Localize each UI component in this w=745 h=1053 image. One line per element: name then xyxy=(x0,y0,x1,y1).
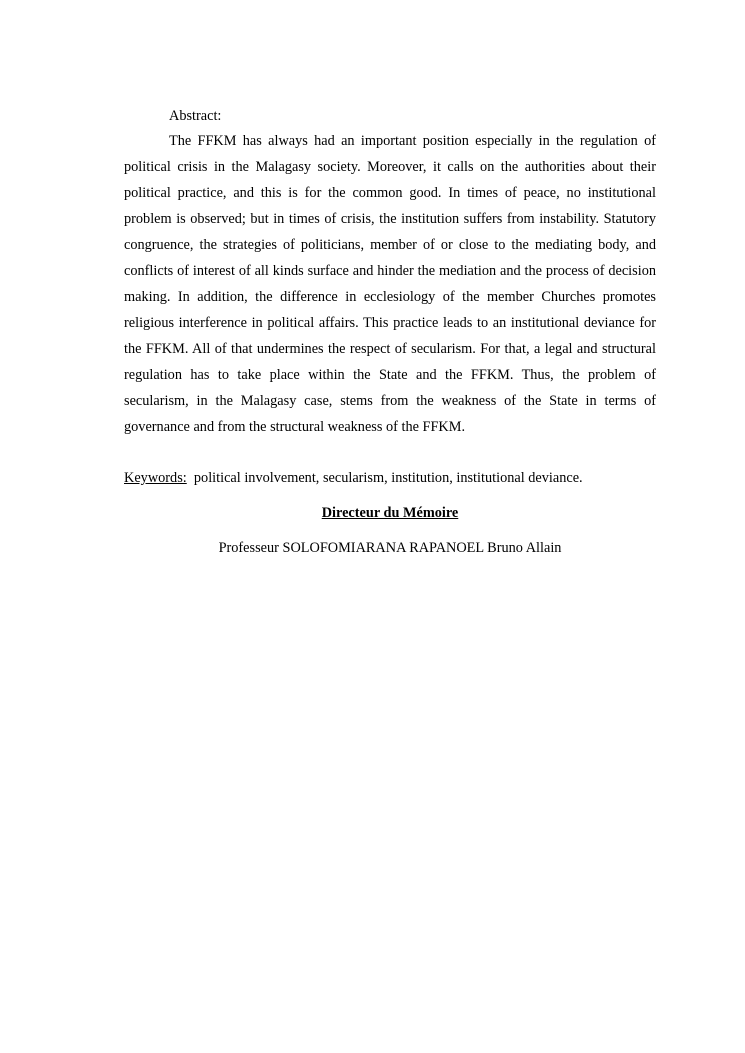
supervisor-name: Professeur SOLOFOMIARANA RAPANOEL Bruno Allain xyxy=(218,540,562,556)
supervisor-heading: Directeur du Mémoire xyxy=(321,505,459,521)
keywords-text: political involvement, secularism, institution, institutional deviance. xyxy=(193,470,583,486)
keywords-line xyxy=(124,466,656,490)
abstract-body: The FFKM has always had an important position especially in the regulation of political crisis in the Malagasy society. Moreover, it calls on the authorities about their political practice, and this is for the common good. In times of peace, no institutional problem is observed; but in times of crisis, the institution suffers from instability. Statutory congruence, the strategies of politicians, member of or close to the mediating body, and conflicts of interest of all kinds surface and hinder the mediation and the process of decision making. In addition, the difference in ecclesiology of the member Churches promotes religious interference in political affairs. This practice leads to an institutional deviance for the FFKM. All of that undermines the respect of secularism. For that, a legal and structural regulation has to take place within the State and the FFKM. Thus, the problem of secularism, in the Malagasy case, stems from the weakness of the State in terms of governance and from the structural weakness of the FFKM. xyxy=(124,133,656,435)
keywords-label: Keywords: xyxy=(124,470,187,486)
document-page xyxy=(124,104,656,560)
abstract-heading: Abstract: xyxy=(169,108,222,124)
